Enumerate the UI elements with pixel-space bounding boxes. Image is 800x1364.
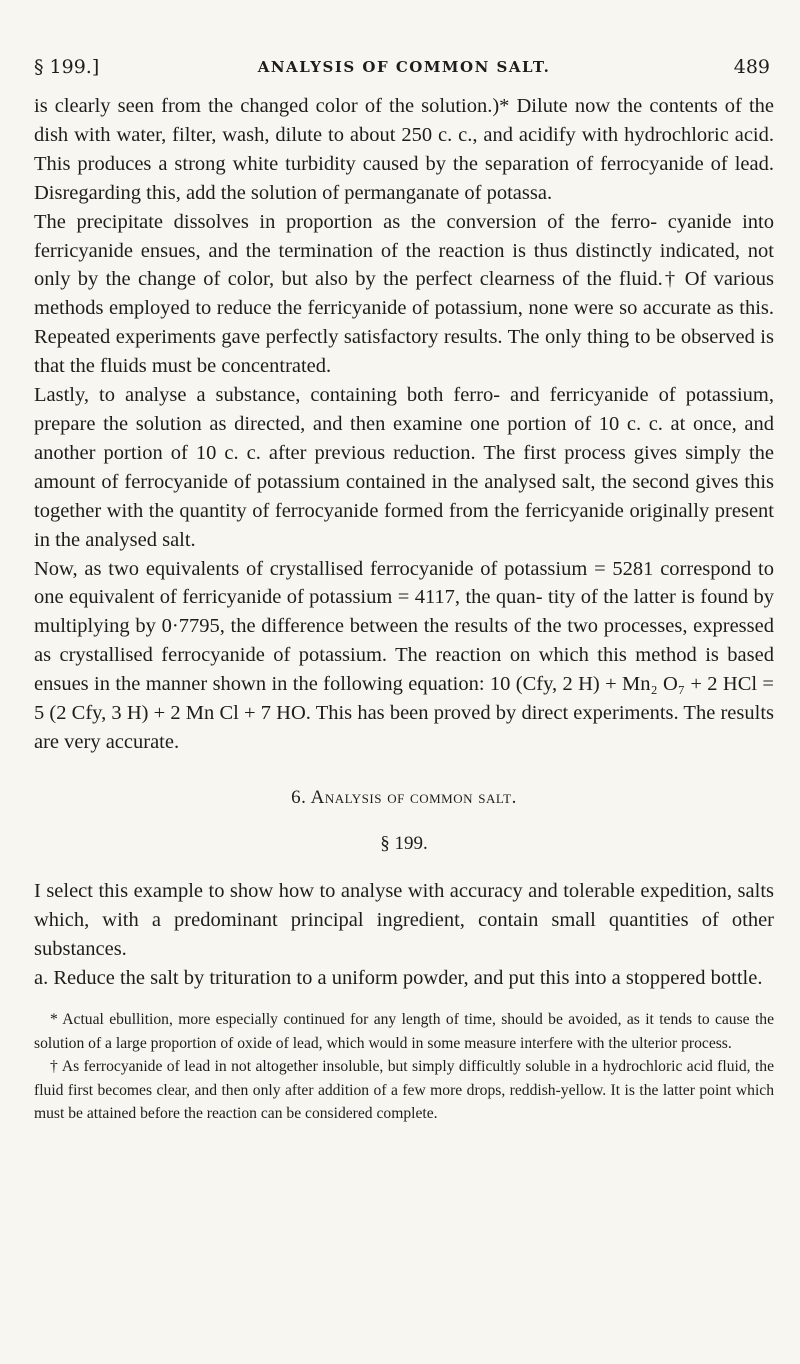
paragraph-continued: is clearly seen from the changed color of the solution.)* Dilute now the contents of the dish with water, filter, wash, dilute to about 250 c. c., and acidify with hydrochloric acid. This produces a strong white turbidity caused by the separation of ferrocyanide of lead. Disregarding this, add the solution of permanganate of potassa. <box>34 95 774 204</box>
paragraph-select-example: I select this example to show how to analyse with accuracy and tolerable expedition, salts which, with a predominant principal ingredient, contain small quantities of other substances. <box>34 879 774 960</box>
paragraph-precipitate: The precipitate dissolves in proportion as the conversion of the ferro- cyanide into ferricyanide ensues, and the termination of the reaction is thus distinctly indicated, not only by the change of color, but also by the perfect clearness of the fluid.† Of various methods employed to reduce the ferricyanide of potassium, none were so accurate as this. Repeated experiments gave perfectly satisfactory results. The only thing to be observed is that the fluids must be concentrated. <box>34 210 774 378</box>
paragraph-lastly: Lastly, to analyse a substance, containing both ferro- and ferricyanide of potassium, prepare the solution as directed, and then examine one portion of 10 c. c. at once, and another portion of 10 c. c. after previous reduction. The first process gives simply the amount of ferrocyanide of potassium contained in the analysed salt, the second gives this together with the quantity of ferrocyanide formed from the ferricyanide originally present in the analysed salt. <box>34 384 774 551</box>
section-heading <box>34 787 774 815</box>
section-reference: § 199.] <box>34 56 100 78</box>
page-header <box>34 56 774 82</box>
paragraph-step-a: a. Reduce the salt by trituration to a uniform powder, and put this into a stoppered bottle. <box>34 966 763 989</box>
section-number: § 199. <box>380 832 428 854</box>
footnote-asterisk: * Actual ebullition, more especially continued for any length of time, should be avoided, as it tends to cause the solution of a large proportion of oxide of lead, which would in some measure interfere with the ulterior process. <box>34 1011 774 1052</box>
book-page <box>34 56 774 1126</box>
main-text <box>34 92 774 757</box>
page-number: 489 <box>733 56 770 78</box>
footnote-dagger: † As ferrocyanide of lead in not altogether insoluble, but simply difficultly soluble in a hydrochloric acid fluid, the fluid first becomes clear, and then only after addition of a few more drops, reddish-yellow. It is the latter point which must be attained before the reaction can be considered complete. <box>34 1058 774 1123</box>
section-title-text: 6. Analysis of common salt. <box>291 786 517 808</box>
running-title: ANALYSIS OF COMMON SALT. <box>257 58 551 76</box>
paragraph-equivalents: Now, as two equivalents of crystallised ferrocyanide of potassium = 5281 correspond to one equivalent of ferricyanide of potassium = 4117, the quan- tity of the latter is found by multiplying by 0·7795, the difference between the results of the two processes, expressed as crystallised ferrocyanide of potassium. The reaction on which this method is based ensues in the manner shown in the following equation: 10 (Cfy, 2 H) + Mn₂ O₇ + 2 HCl = 5 (2 Cfy, 3 H) + 2 Mn Cl + 7 HO. This has been proved by direct experiments. The results are very accurate. <box>34 557 774 753</box>
footnotes <box>34 1008 774 1126</box>
section-text <box>34 877 774 993</box>
